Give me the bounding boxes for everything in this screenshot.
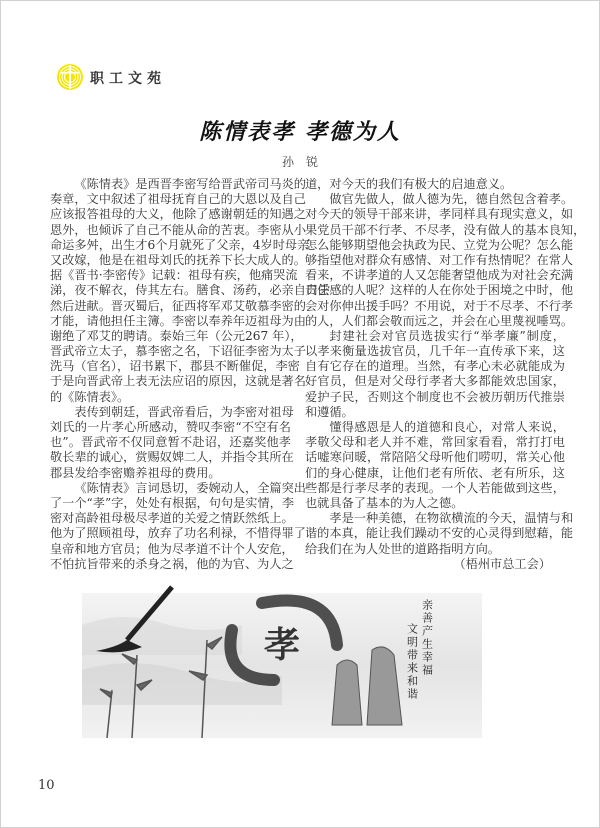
text-line: 自有它存在的道理。当然，有孝心未必就能成为 <box>305 359 565 374</box>
text-line: 谐的本真，能让我们躁动不安的心灵得到慰藉，能 <box>305 526 574 541</box>
text-line: 话嘘寒问暖，常陪陪父母听他们唠叨，常关心他 <box>305 450 565 465</box>
text-line: 道，对今天的我们有极大的启迪意义。 <box>305 177 513 191</box>
text-line: 的人，人们都会敬而远之，并会在心里蔑视唾骂。 <box>305 313 574 328</box>
text-line: 涕，夜不解衣，侍其左右。膳食、汤药，必亲自口尝 <box>50 283 331 298</box>
text-line: 够指望他对群众有感情、对工作有热情呢？在常人 <box>305 252 574 267</box>
text-line: 以孝来衡量选拔官员，几千年一直传承下来，这 <box>305 344 565 359</box>
page-number: 10 <box>38 778 55 793</box>
text-line: 洗马（官名），诏书累下，郡县不断催促，李密 <box>50 359 300 374</box>
text-line: 果党员干部不行孝、不尽孝，没有做人的基本良知， <box>305 222 586 237</box>
text-line: 恩外，也倾诉了自己不能从命的苦衷。李密从小 <box>50 222 306 237</box>
text-line: 好官员，但是对父母行孝者大多都能效忠国家， <box>305 374 565 389</box>
text-line: 责任感的人呢？这样的人在你处于困境之中时，他 <box>305 283 574 298</box>
article-author: 孙 锐 <box>281 155 318 169</box>
text-line: 孝敬父母和老人并不难，常回家看看，常打打电 <box>305 435 565 450</box>
text-line: 谢绝了邓艾的聘请。泰始三年（公元267 年）， <box>50 328 303 343</box>
text-line: 敬长辈的诚心，赏赐奴婢二人，并指令其所在 <box>50 450 294 465</box>
text-line: 也”。晋武帝不仅同意暂不赴诏，还嘉奖他孝 <box>50 435 291 450</box>
union-logo-icon <box>56 63 84 91</box>
text-line: 密对高龄祖母极尽孝道的关爱之情跃然纸上。 <box>50 511 294 526</box>
article-title: 陈情表孝 孝德为人 <box>199 119 401 145</box>
text-line: 爱护子民，否则这个制度也不会被历朝历代推崇 <box>305 389 565 404</box>
text-line: 孝是一种美德，在物欲横流的今天，温情与和 <box>329 511 574 526</box>
text-line: 又改嫁，他是在祖母刘氏的抚养下长大成人的。 <box>50 252 306 267</box>
text-line: 懂得感恩是人的道德和良心，对常人来说， <box>329 420 565 434</box>
text-line: 然后进献。晋灭蜀后，征西将军邓艾敬慕李密的 <box>50 298 306 313</box>
text-line: 们的身心健康，让他们老有所依、老有所乐，这 <box>305 465 565 480</box>
text-line: 才能，请他担任主簿。李密以奉养年迈祖母为由 <box>50 313 306 328</box>
text-line: 据《晋书·李密传》记载：祖母有疾，他痛哭流 <box>50 268 298 283</box>
text-line: 皇帝和地方官员；他为尽孝道不计个人安危， <box>50 541 294 556</box>
text-line: 《陈情表》是西晋李密写给晋武帝司马炎的 <box>74 177 306 191</box>
text-line: 做官先做人，做人德为先，德自然包含着孝。 <box>329 192 574 207</box>
text-line: 和遵循。 <box>305 404 354 419</box>
text-line: 看来，不讲孝道的人又怎能奢望他成为对社会充满 <box>305 268 574 283</box>
text-line: 郡县发给李密赡养祖母的费用。 <box>50 465 221 480</box>
text-line: 对今天的领导干部来讲，孝同样具有现实意义，如 <box>305 207 574 222</box>
text-line: 表传到朝廷，晋武帝看后，为李密对祖母 <box>74 404 294 419</box>
illustration-center-char: 孝 <box>263 624 301 666</box>
text-line: 晋武帝立太子，慕李密之名，下诏征李密为太子 <box>50 344 306 359</box>
text-line: 怎么能够期望他会执政为民、立党为公呢？怎么能 <box>305 237 574 252</box>
text-line: 刘氏的一片孝心所感动，赞叹李密“不空有名 <box>50 420 291 434</box>
text-line: 命运多舛，出生才6个月就死了父亲，4岁时母亲 <box>50 237 310 252</box>
text-line: 些都是行孝尽孝的表现。一个人若能做到这些， <box>305 480 565 495</box>
text-line: 奏章，文中叙述了祖母抚育自己的大恩以及自己 <box>50 192 306 207</box>
text-line: 他为了照顾祖母，放弃了功名利禄，不惜得罪了 <box>50 526 306 541</box>
section-label: 职工文苑 <box>90 71 166 87</box>
text-line: 不怕抗旨带来的杀身之祸，他的为官、为人之 <box>50 556 294 571</box>
filial-piety-illustration <box>82 585 502 738</box>
illustration-slogan-1: 亲善产生幸福 <box>420 599 434 677</box>
text-line: 会对你伸出援手吗？不用说，对于不尽孝、不行孝 <box>305 298 574 313</box>
text-line: 应该报答祖母的大义，他除了感谢朝廷的知遇之 <box>50 207 306 222</box>
text-line: 于是向晋武帝上表无法应诏的原因，这就是著名 <box>50 374 306 389</box>
author-affiliation: （梧州市总工会） <box>453 556 551 571</box>
text-line: 封建社会对官员选拔实行“举孝廉”制度， <box>329 328 565 343</box>
text-line: 也就具备了基本的为人之德。 <box>305 495 464 510</box>
illustration-slogan-2: 文明带来和谐 <box>405 623 419 701</box>
text-line: 给我们在为人处世的道路指明方向。 <box>305 541 500 556</box>
text-line: 《陈情表》言词恳切，委婉动人，全篇突出 <box>74 480 306 495</box>
text-line: 了一个“孝”字，处处有根据，句句是实情，李 <box>50 495 295 510</box>
text-line: 的《陈情表》。 <box>50 389 130 404</box>
right-column <box>305 177 586 572</box>
